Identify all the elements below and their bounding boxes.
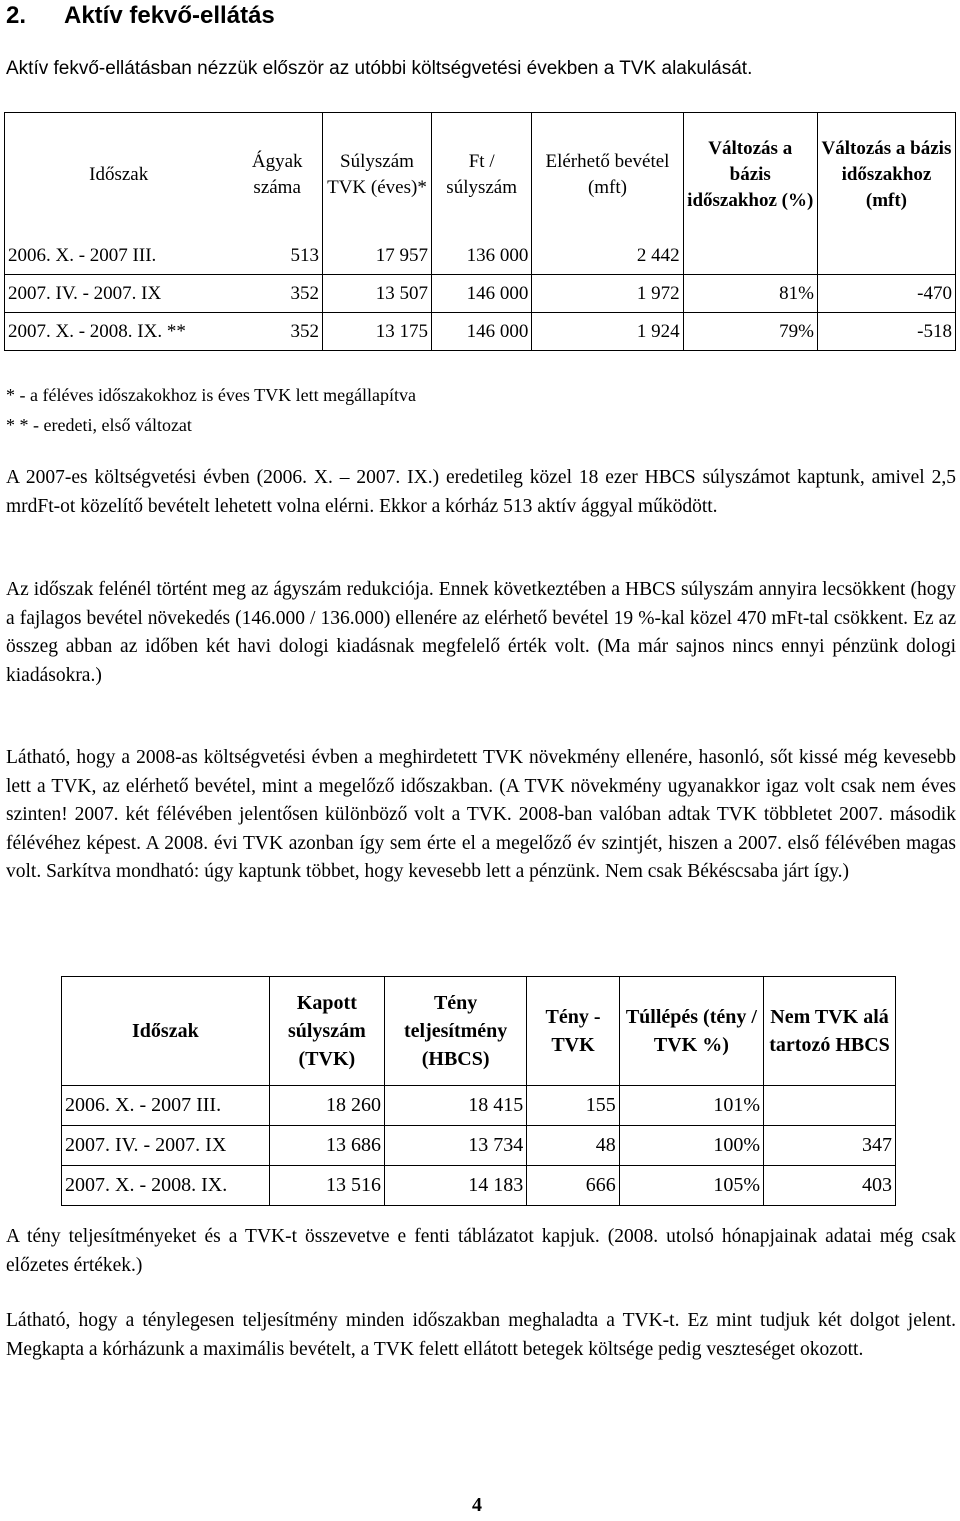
cell-difference: 48 xyxy=(527,1126,619,1166)
cell-period: 2007. IV. - 2007. IX xyxy=(5,275,233,313)
performance-table xyxy=(61,976,896,1206)
cell-actual: 13 734 xyxy=(385,1126,527,1166)
cell-non-tvk: 403 xyxy=(764,1166,896,1206)
paragraph: A 2007-es költségvetési évben (2006. X. – 2007. IX.) eredetileg közel 18 ezer HBCS súlyszámot kaptunk, amivel 2,5 mrdFt-ot közelítő bevételt lehetett volna elérni. Ekkor a kórház 513 aktív ággyal működött. xyxy=(6,467,956,517)
header-revenue: Elérhető bevétel (mft) xyxy=(532,113,683,238)
table-row xyxy=(62,1166,896,1206)
cell-received: 18 260 xyxy=(269,1086,384,1126)
table-footnotes xyxy=(6,380,416,440)
cell-change-pct xyxy=(683,237,817,275)
paragraph: Látható, hogy a ténylegesen teljesítmény minden időszakban meghaladta a TVK-t. Ez mint tudjuk két dolgot jelent. Megkapta a kórházunk a maximális bevételt, a TVK felett ellátott betegek költsége pedig veszteséget okozott. xyxy=(6,1310,956,1360)
cell-actual: 18 415 xyxy=(385,1086,527,1126)
header-weight: Súlyszám TVK (éves)* xyxy=(322,113,431,238)
header-ft-per-weight: Ft / súlyszám xyxy=(431,113,531,238)
table-row xyxy=(62,1086,896,1126)
cell-revenue: 2 442 xyxy=(532,237,683,275)
table-row xyxy=(5,237,956,275)
cell-weight: 13 507 xyxy=(322,275,431,313)
header-beds: Ágyak száma xyxy=(232,113,322,238)
cell-change-mft: -518 xyxy=(817,313,955,351)
cell-period: 2007. X. - 2008. IX. ** xyxy=(5,313,233,351)
tvk-table xyxy=(4,112,956,351)
cell-revenue: 1 972 xyxy=(532,275,683,313)
cell-non-tvk: 347 xyxy=(764,1126,896,1166)
cell-actual: 14 183 xyxy=(385,1166,527,1206)
cell-ft: 136 000 xyxy=(431,237,531,275)
cell-ft: 146 000 xyxy=(431,275,531,313)
header-period: Időszak xyxy=(5,113,233,238)
intro-text: Aktív fekvő-ellátásban nézzük először az utóbbi költségvetési években a TVK alakulását. xyxy=(6,58,753,79)
header-overrun: Túllépés (tény / TVK %) xyxy=(619,977,763,1086)
cell-change-pct: 79% xyxy=(683,313,817,351)
table-row xyxy=(5,275,956,313)
section-heading xyxy=(6,2,275,30)
cell-difference: 155 xyxy=(527,1086,619,1126)
cell-revenue: 1 924 xyxy=(532,313,683,351)
paragraph: A tény teljesítményeket és a TVK-t összevetve e fenti táblázatot kapjuk. (2008. utolsó hónapjainak adatai még csak előzetes értékek.) xyxy=(6,1226,956,1276)
cell-ft: 146 000 xyxy=(431,313,531,351)
cell-difference: 666 xyxy=(527,1166,619,1206)
page-number: 4 xyxy=(472,1494,482,1516)
cell-weight: 17 957 xyxy=(322,237,431,275)
header-period: Időszak xyxy=(62,977,270,1086)
cell-beds: 513 xyxy=(232,237,322,275)
cell-overrun: 105% xyxy=(619,1166,763,1206)
footnote: * * - eredeti, első változat xyxy=(6,415,192,435)
table-row xyxy=(62,1126,896,1166)
header-received-weight: Kapott súlyszám (TVK) xyxy=(269,977,384,1086)
cell-beds: 352 xyxy=(232,313,322,351)
cell-period: 2006. X. - 2007 III. xyxy=(5,237,233,275)
header-non-tvk: Nem TVK alá tartozó HBCS xyxy=(764,977,896,1086)
tvk-table-header xyxy=(5,113,956,238)
cell-change-mft: -470 xyxy=(817,275,955,313)
performance-table-header xyxy=(62,977,896,1086)
section-number: 2. xyxy=(6,2,27,29)
cell-overrun: 100% xyxy=(619,1126,763,1166)
header-actual-performance: Tény teljesítmény (HBCS) xyxy=(385,977,527,1086)
cell-non-tvk xyxy=(764,1086,896,1126)
cell-beds: 352 xyxy=(232,275,322,313)
footnote: * - a féléves időszakokhoz is éves TVK lett megállapítva xyxy=(6,385,417,405)
header-difference: Tény - TVK xyxy=(527,977,619,1086)
paragraph: Látható, hogy a 2008-as költségvetési évben a meghirdetett TVK növekmény ellenére, hasonló, sőt kissé még kevesebb lett a TVK, az elérhető bevétel, mint a megelőző időszakban. (A TVK növekmény ugyanakkor igaz volt csak nem éves szinten! 2007. két félévében jelentősen különböző volt a TVK. 2008-ban valóban adtak TVK többletet 2007. második félévéhez képest. A 2008. évi TVK azonban így sem érte el a megelőző év szintjét, hiszen a 2007. első félévében magas volt. Sarkítva mondható: úgy kaptunk többet, hogy kevesebb lett a pénzünk. Nem csak Békéscsaba járt így.) xyxy=(6,747,956,882)
cell-change-pct: 81% xyxy=(683,275,817,313)
cell-weight: 13 175 xyxy=(322,313,431,351)
section-title: Aktív fekvő-ellátás xyxy=(64,2,275,29)
cell-overrun: 101% xyxy=(619,1086,763,1126)
cell-change-mft xyxy=(817,237,955,275)
table-row xyxy=(5,313,956,351)
cell-received: 13 516 xyxy=(269,1166,384,1206)
cell-period: 2007. IV. - 2007. IX xyxy=(62,1126,270,1166)
cell-period: 2006. X. - 2007 III. xyxy=(62,1086,270,1126)
header-change-mft: Változás a bázis időszakhoz (mft) xyxy=(817,113,955,238)
paragraph: Az időszak felénél történt meg az ágyszám redukciója. Ennek következtében a HBCS súlyszám annyira lecsökkent (hogy a fajlagos bevétel növekedés (146.000 / 136.000) ellenére az elérhető bevétel 19 %-kal közel 470 mFt-tal csökkent. Ez az összeg abban az időben két havi dologi kiadásnak megfelelő érték volt. (Ma már sajnos nincs ennyi pénzünk dologi kiadásokra.) xyxy=(6,579,956,686)
header-change-pct: Változás a bázis időszakhoz (%) xyxy=(683,113,817,238)
cell-received: 13 686 xyxy=(269,1126,384,1166)
cell-period: 2007. X. - 2008. IX. xyxy=(62,1166,270,1206)
